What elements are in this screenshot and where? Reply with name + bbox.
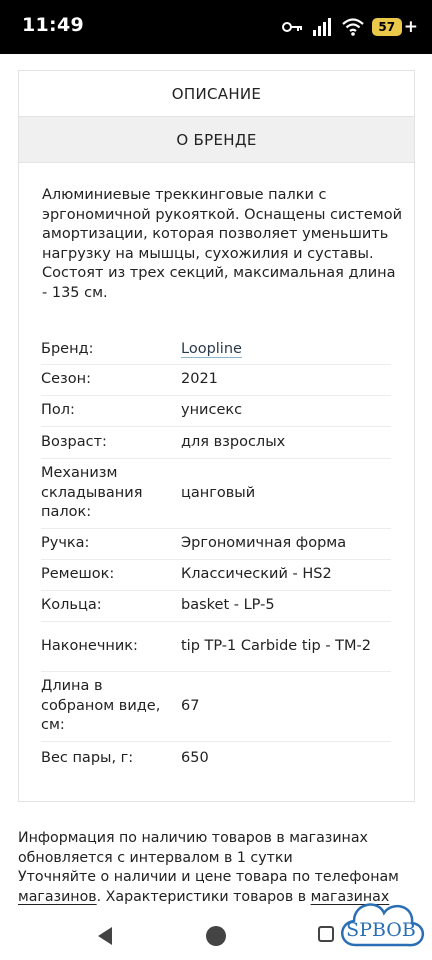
status-icons bbox=[282, 14, 418, 40]
spec-value: tip TP-1 Carbide tip - TM-2 bbox=[181, 637, 372, 654]
spec-row-season bbox=[41, 365, 391, 396]
spec-value: для взрослых bbox=[181, 433, 286, 450]
spec-label: Ремешок: bbox=[41, 566, 115, 583]
spec-label: Ручка: bbox=[41, 535, 90, 552]
info-line-2: Уточняйте о наличии и цене товара по телефонам bbox=[18, 869, 399, 886]
spec-value: 2021 bbox=[181, 371, 218, 388]
stores-link-2[interactable]: магазинах bbox=[310, 888, 390, 905]
status-bar bbox=[0, 0, 432, 54]
battery-icon bbox=[372, 18, 418, 36]
spec-row-length bbox=[41, 672, 391, 742]
key-icon bbox=[282, 20, 304, 34]
spec-label: Наконечник: bbox=[41, 637, 138, 654]
back-icon[interactable] bbox=[96, 926, 114, 946]
recent-apps-icon[interactable] bbox=[318, 926, 334, 942]
spec-row-gender bbox=[41, 396, 391, 427]
spec-row-handle bbox=[41, 529, 391, 560]
spec-label: Сезон: bbox=[41, 371, 91, 388]
product-description: Алюминиевые треккинговые палки с эргономичной рукояткой. Оснащены системой амортизации, которая позволяет уменьшить нагрузку на мышцы, сухожилия и суставы. Состоят из трех секций, максимальная длина - 135 см. bbox=[42, 187, 403, 301]
spec-row-weight bbox=[41, 742, 391, 776]
spec-row-age bbox=[41, 427, 391, 459]
logo-text: SPBOB bbox=[346, 919, 416, 941]
signal-icon bbox=[312, 18, 334, 36]
spec-value: унисекс bbox=[181, 402, 243, 419]
home-icon[interactable] bbox=[206, 926, 226, 946]
spec-value: Классический - HS2 bbox=[181, 566, 332, 583]
tab-brand[interactable]: О БРЕНДЕ bbox=[19, 117, 414, 163]
tab-description[interactable]: ОПИСАНИЕ bbox=[19, 71, 414, 117]
spec-label: Вес пары, г: bbox=[41, 750, 134, 767]
spec-row-brand bbox=[41, 335, 391, 365]
spec-label: Механизм складывания палок: bbox=[41, 465, 143, 521]
info-line-1: Информация по наличию товаров в магазинах обновляется с интервалом в 1 сутки bbox=[18, 830, 368, 866]
spec-label: Пол: bbox=[41, 402, 75, 419]
spec-label: Возраст: bbox=[41, 433, 107, 450]
battery-level: 57 bbox=[372, 18, 402, 36]
spec-value bbox=[181, 340, 391, 360]
spec-row-folding bbox=[41, 459, 391, 529]
wifi-icon bbox=[342, 18, 364, 36]
spec-value: Эргономичная форма bbox=[181, 535, 347, 552]
spec-label: Бренд: bbox=[41, 340, 94, 357]
spec-row-tip bbox=[41, 622, 391, 672]
charging-icon: + bbox=[403, 16, 418, 37]
spec-label: Длина в собраном виде, см: bbox=[41, 678, 161, 734]
specs-table bbox=[41, 335, 391, 776]
info-line-3-text: . Характеристики товаров в bbox=[96, 888, 307, 905]
spec-value: 650 bbox=[181, 750, 209, 767]
spec-value: basket - LP-5 bbox=[181, 597, 275, 614]
brand-link[interactable]: Loopline bbox=[181, 340, 242, 357]
spec-label: Кольца: bbox=[41, 597, 102, 614]
spec-value: цанговый bbox=[181, 484, 256, 501]
spec-row-strap bbox=[41, 560, 391, 591]
spbob-logo bbox=[334, 889, 430, 959]
status-time: 11:49 bbox=[22, 14, 84, 36]
spec-value: 67 bbox=[181, 697, 200, 714]
spec-row-rings bbox=[41, 591, 391, 622]
stores-link[interactable]: магазинов bbox=[18, 888, 97, 905]
product-info-card bbox=[18, 70, 415, 802]
